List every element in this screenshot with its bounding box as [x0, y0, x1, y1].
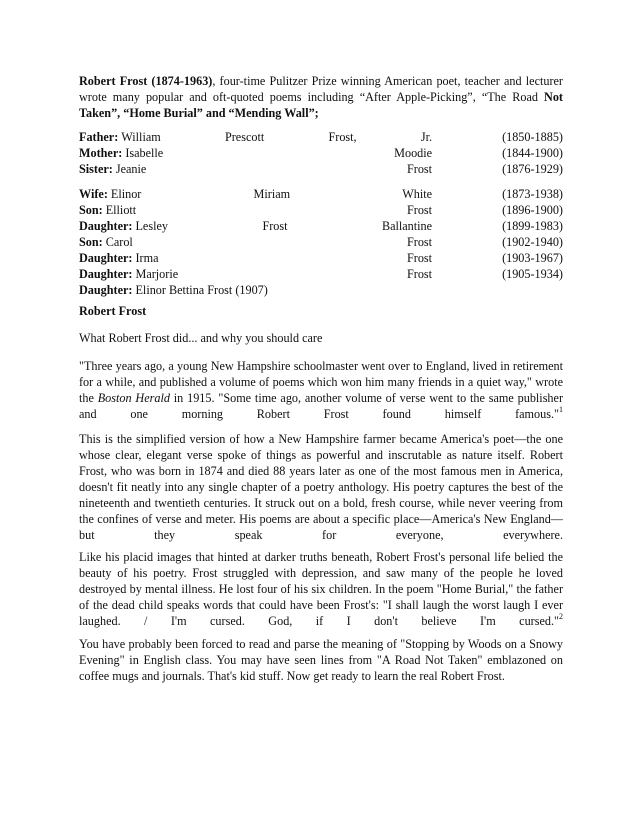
family-member [79, 234, 502, 250]
life-dates: (1905-1934) [502, 267, 563, 281]
life-dates: (1896-1900) [502, 203, 563, 217]
relation-label: Mother: [79, 146, 123, 160]
family-row [79, 234, 563, 250]
personal-life-text: Like his placid images that hinted at darker truths beneath, Robert Frost's personal life belied the beauty of his poetry. Frost struggled with depression, and saw many of the people he loved destroyed by mental illness. He lost four of his six children. In the poem "Home Burial," the father of the dead child speaks words that could have been Frost's: "I shall laugh the worst laugh I ever laughed. / I'm cursed. God, if I don't believe I'm cursed."$^2$ [79, 550, 563, 628]
footnote-ref-1: 1 [559, 404, 563, 414]
member-name [103, 202, 502, 218]
life-dates: (1876-1929) [502, 162, 563, 176]
name-part: Frost, [328, 130, 357, 144]
relation-label: Daughter: [79, 251, 133, 265]
life-dates: (1844-1900) [502, 146, 563, 160]
member-name [108, 186, 502, 202]
newspaper-title: Boston Herald [97, 391, 170, 405]
family-row [79, 218, 563, 234]
life-dates: (1903-1967) [502, 251, 563, 265]
family-member [79, 145, 502, 161]
intro-description: , four-time Pulitzer Prize winning American poet, teacher and lecturer wrote many popular and oft-quoted poems including “After Apple-Picking”, “The Road [79, 74, 563, 104]
relation-label: Father: [79, 130, 119, 144]
quote-text: "Three years ago, a young New Hampshire schoolmaster went over to England, lived in retirement for a while, and published a volume of poems which won him many friends in a quiet way," wrote the Boston Herald in 1915. "Some time ago, another volume of verse went to the same publisher and one morning Robert Frost found himself famous."$^1$ [79, 359, 563, 421]
life-dates: (1899-1983) [502, 219, 563, 233]
relation-label: Daughter: [79, 283, 133, 297]
life-dates: (1873-1938) [502, 187, 563, 201]
relation-label: Wife: [79, 187, 108, 201]
member-name [132, 266, 502, 282]
name-part: Elinor Bettina Frost (1907) [135, 283, 268, 297]
quote-paragraph [79, 358, 563, 422]
intro-bold-tail: Not Taken”, “Home Burial” and “Mending Wall”; [79, 90, 563, 120]
section-subtitle: What Robert Frost did... and why you should care [79, 331, 323, 345]
name-part: Carol [105, 235, 133, 249]
family-member [79, 186, 502, 202]
closing-paragraph [79, 636, 563, 684]
family-row [79, 145, 563, 161]
member-name [132, 218, 502, 234]
intro-paragraph [79, 73, 563, 121]
name-part: William [121, 130, 161, 144]
section-heading: Robert Frost [79, 304, 147, 318]
life-dates: (1850-1885) [502, 130, 563, 144]
intro-text [79, 73, 563, 121]
relation-label: Daughter: [79, 267, 133, 281]
member-name [132, 250, 502, 266]
closing-text: You have probably been forced to read and parse the meaning of "Stopping by Woods on a Snowy Evening" in English class. You may have seen lines from "A Road Not Taken" emblazoned on coffee mugs and journals. That's kid stuff. Now get ready to learn the real Robert Frost. [79, 637, 563, 683]
family-member [79, 218, 502, 234]
member-name [113, 161, 502, 177]
family-member [79, 202, 502, 218]
name-part: Elliott [105, 203, 137, 217]
intro-name-dates: Robert Frost (1874-1963) [79, 74, 213, 88]
name-part: Frost [407, 203, 433, 217]
name-part: Miriam [253, 187, 291, 201]
family-row [79, 250, 563, 266]
family-list-children [79, 186, 563, 298]
name-part: Marjorie [135, 267, 179, 281]
relation-label: Son: [79, 203, 103, 217]
footnote-ref-2: 2 [559, 611, 563, 621]
name-part: Jr. [420, 130, 433, 144]
member-name [103, 234, 502, 250]
member-name [118, 129, 502, 145]
biography-paragraph [79, 431, 563, 543]
family-row [79, 186, 563, 202]
member-name [132, 282, 563, 298]
relation-label: Sister: [79, 162, 113, 176]
family-row [79, 129, 563, 145]
family-member [79, 250, 502, 266]
name-part: Frost [407, 162, 433, 176]
family-row [79, 282, 563, 298]
family-member [79, 282, 563, 298]
life-dates: (1902-1940) [502, 235, 563, 249]
family-member [79, 266, 502, 282]
relation-label: Daughter: [79, 219, 133, 233]
name-part: Prescott [224, 130, 265, 144]
relation-label: Son: [79, 235, 103, 249]
family-row [79, 266, 563, 282]
family-list-parents [79, 129, 563, 177]
personal-life-paragraph [79, 549, 563, 629]
name-part: Irma [135, 251, 159, 265]
name-part: Lesley [135, 219, 168, 233]
name-part: Ballantine [381, 219, 433, 233]
name-part: Frost [262, 219, 288, 233]
name-part: Frost [407, 235, 433, 249]
name-part: Elinor [110, 187, 142, 201]
biography-text: This is the simplified version of how a New Hampshire farmer became America's poet—the one whose clear, elegant verse spoke of things as powerful and inscrutable as nature itself. Robert Frost, who was born in 1874 and died 88 years later as one of the most famous men in America, doesn't fit neatly into any single chapter of a poetry anthology. His poetry captures the best of the nineteenth and twentieth centuries. It struck out on a bold, fresh course, while never veering from the confines of verse and meter. His poems are about a specific place—America's New England—but they speak for everyone, everywhere. [79, 432, 563, 542]
family-member [79, 129, 502, 145]
name-part: Isabelle [125, 146, 164, 160]
name-part: Frost [407, 251, 433, 265]
family-row [79, 202, 563, 218]
member-name [122, 145, 502, 161]
name-part: White [402, 187, 433, 201]
name-part: Frost [407, 267, 433, 281]
family-row [79, 161, 563, 177]
name-part: Moodie [394, 146, 433, 160]
name-part: Jeanie [115, 162, 147, 176]
family-member [79, 161, 502, 177]
